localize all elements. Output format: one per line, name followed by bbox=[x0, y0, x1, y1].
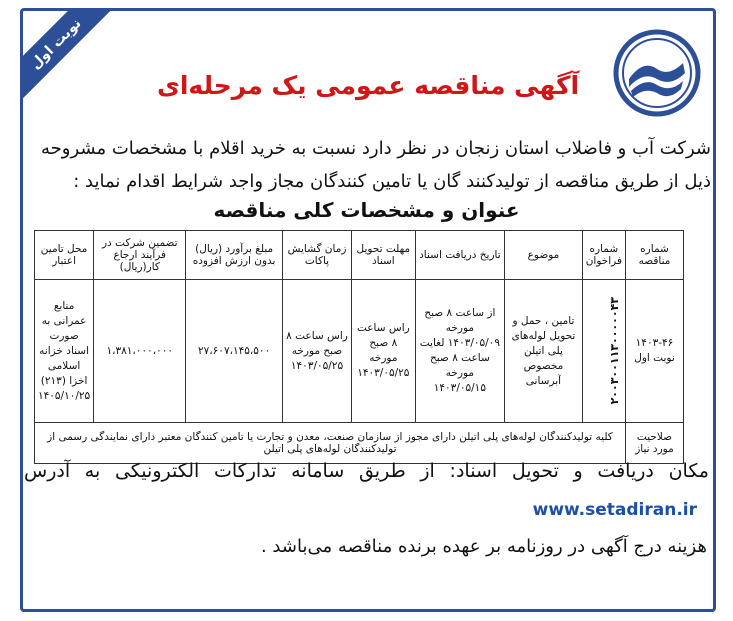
cost-line: هزینه درج آگهی در روزنامه بر عهده برنده مناقصه می‌باشد . bbox=[260, 536, 707, 557]
place-line: مکان دریافت و تحویل اسناد: از طریق سامانه تدارکات الکترونیکی به آدرس bbox=[24, 460, 709, 482]
table-row bbox=[35, 280, 684, 423]
cell-opening-time: راس ساعت ۸ صبح مورخه ۱۴۰۳/۰۵/۲۵ bbox=[282, 280, 351, 423]
qualification-text: کلیه تولیدکنندگان لوله‌های پلی اتیلن دارای مجوز از سازمان صنعت، معدن و تجارت یا تامین کنندگان معتبر دارای نمایندگی رسمی از تولیدکنندگان لوله‌های پلی اتیلن bbox=[35, 423, 626, 464]
cell-submit-deadline: راس ساعت ۸ صبح مورخه ۱۴۰۳/۰۵/۲۵ bbox=[352, 280, 415, 423]
call-number-text: ۲۰۰۳۰۰۱۱۳۰۰۰۰۰۴۳ bbox=[607, 297, 621, 405]
header-guarantee: تضمین شرکت در فرآیند ارجاع کار(ریال) bbox=[94, 231, 186, 280]
header-doc-date: تاریخ دریافت اسناد bbox=[415, 231, 505, 280]
header-subject: موضوع bbox=[505, 231, 583, 280]
section-subtitle: عنوان و مشخصات کلی مناقصه bbox=[213, 198, 520, 222]
tender-table bbox=[34, 230, 684, 464]
cell-call-number bbox=[582, 280, 625, 423]
header-call-number: شماره فراخوان bbox=[582, 231, 625, 280]
setadiran-link[interactable]: www.setadiran.ir bbox=[532, 500, 697, 520]
ribbon-label: نوبت اول bbox=[23, 11, 127, 115]
cell-guarantee: ۱،۳۸۱،۰۰۰،۰۰۰ bbox=[94, 280, 186, 423]
cell-doc-date: از ساعت ۸ صبح مورخه ۱۴۰۳/۰۵/۰۹ لغایت ساعت ۸ صبح مورخه ۱۴۰۳/۰۵/۱۵ bbox=[415, 280, 505, 423]
header-opening-time: زمان گشایش پاکات bbox=[282, 231, 351, 280]
qualification-label: صلاحیت مورد نیاز bbox=[625, 423, 683, 464]
cell-funding: منابع عمرانی به صورت اسناد خزانه اسلامی اخزا (۲۱۳) ۱۴۰۵/۱۰/۲۵ bbox=[35, 280, 94, 423]
table-header-row bbox=[35, 231, 684, 280]
intro-paragraph: شرکت آب و فاضلاب استان زنجان در نظر دارد نسبت به خرید اقلام با مشخصات مشروحه ذیل از طریق مناقصه از تولیدکنند گان یا تامین کنندگان مجاز واجد شرایط اقدام نماید : bbox=[41, 138, 711, 192]
water-wave-logo-icon bbox=[613, 29, 701, 117]
cell-tender-number: ۱۴۰۳-۴۶ نوبت اول bbox=[625, 280, 683, 423]
cell-estimate: ۲۷،۶۰۷،۱۴۵،۵۰۰ bbox=[186, 280, 283, 423]
header-submit-deadline: مهلت تحویل اسناد bbox=[352, 231, 415, 280]
notice-title: آگهی مناقصه عمومی یک مرحله‌ای bbox=[156, 71, 580, 100]
header-estimate: مبلغ برآورد (ریال) بدون ارزش افزوده bbox=[186, 231, 283, 280]
qualification-row bbox=[35, 423, 684, 464]
cell-subject: تامین ، حمل و تحویل لوله‌های پلی اتیلن مخصوص آبرسانی bbox=[505, 280, 583, 423]
corner-ribbon bbox=[23, 11, 133, 121]
header-funding: محل تامین اعتبار bbox=[35, 231, 94, 280]
header-tender-number: شماره مناقصه bbox=[625, 231, 683, 280]
